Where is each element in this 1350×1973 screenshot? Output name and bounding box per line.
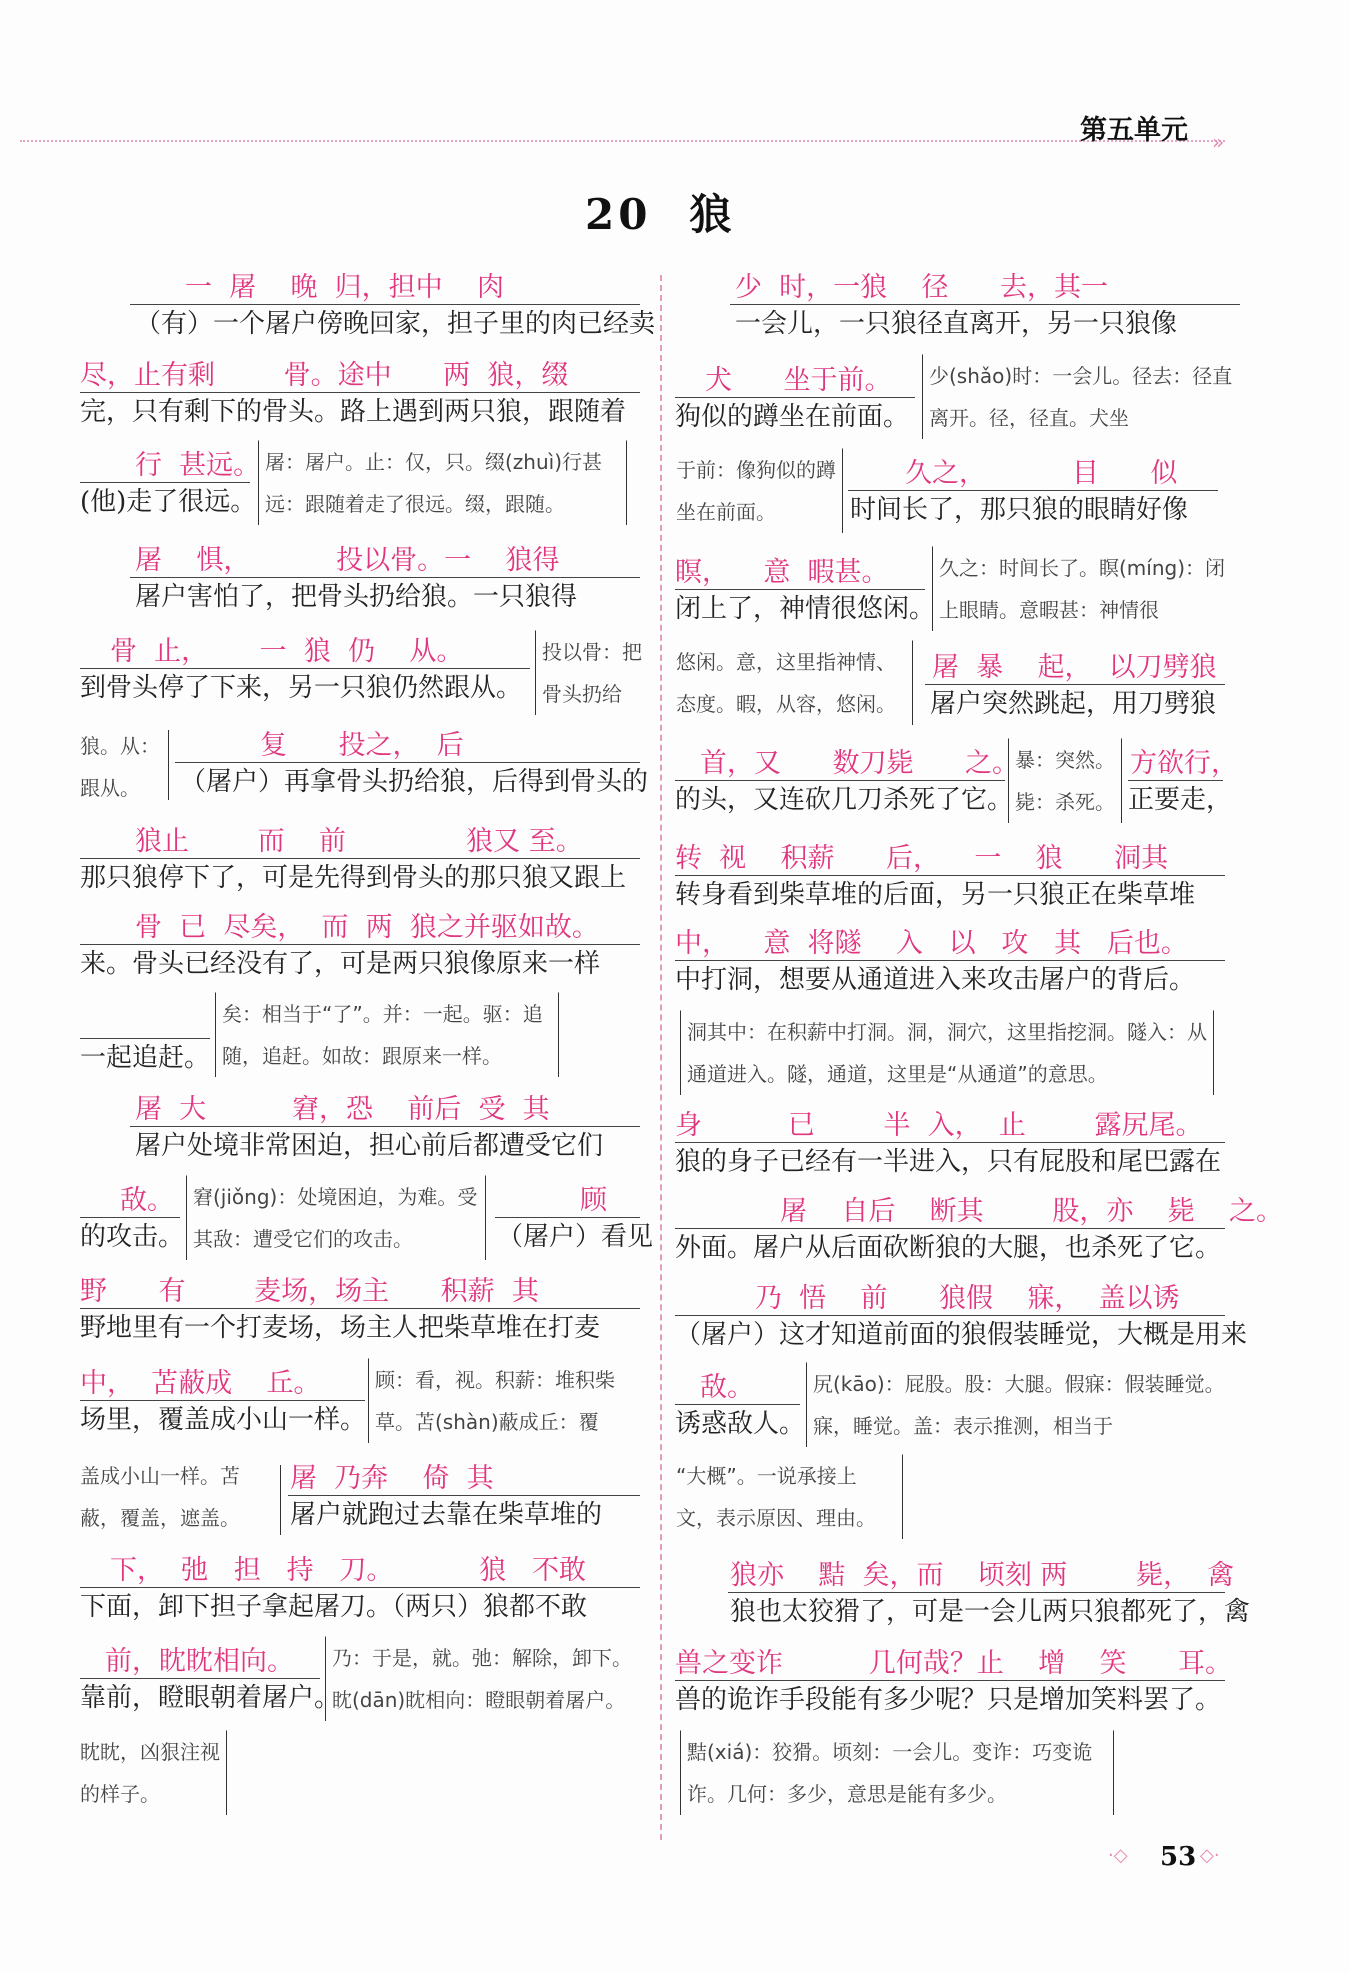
original-text-line: 尽，止有剩 骨。途中 两 狼，缀 <box>80 360 569 391</box>
translation-line: 正要走， <box>1128 785 1233 815</box>
translation-line: 转身看到柴草堆的后面，另一只狼正在柴草堆 <box>675 880 1196 910</box>
annotation-box <box>1008 738 1122 823</box>
translation-line: 兽的诡诈手段能有多少呢？只是增加笑料罢了。 <box>675 1685 1222 1715</box>
translation-line: 诱惑敌人。 <box>675 1409 806 1439</box>
original-text-line: 狼亦 黠 矣，而 顷刻 两 毙， 禽 <box>730 1560 1235 1591</box>
annotation-text: 乃：于是，就。弛：解除，卸下。 <box>332 1646 632 1670</box>
underline <box>675 1142 1225 1143</box>
translation-line: （屠户）这才知道前面的狼假装睡觉，大概是用来 <box>675 1320 1248 1350</box>
annotation-box <box>74 1730 227 1815</box>
underline <box>675 1228 1225 1229</box>
annotation-box <box>932 546 1235 631</box>
underline <box>675 1315 1225 1316</box>
underline <box>728 1592 1225 1593</box>
underline <box>80 944 640 945</box>
annotation-text: 变诡诈。几何：多少，意思是能有多少。 <box>687 1740 1093 1806</box>
annotation-text: 屠：屠户。止：仅，只。缀(zhuì)行 <box>265 450 583 474</box>
underline <box>675 1680 1225 1681</box>
annotation-text: 草。苫(shàn)蔽成丘：覆 <box>375 1410 599 1434</box>
unit-label: 第五单元 <box>1080 115 1188 146</box>
underline <box>175 762 640 763</box>
annotation-text: 毙：杀死。 <box>1015 790 1115 814</box>
annotation-text: 黠(xiá)：狡猾。顷刻：一会儿。变诈：巧 <box>687 1740 1053 1764</box>
header-arrow-icon: » <box>1212 130 1225 154</box>
original-text-line: 屠 大 窘，恐 前后 受 其 <box>135 1094 550 1125</box>
original-text-line: 行 甚远。 <box>135 450 261 481</box>
annotation-text: 蔽，覆盖，遮盖。 <box>80 1506 240 1530</box>
original-text-line: 骨 已 尽矣， 而 两 狼之并驱如故。 <box>135 912 599 943</box>
original-text-line: 屠 乃奔 倚 其 <box>290 1463 494 1494</box>
underline <box>130 1126 640 1127</box>
translation-line: 狼也太狡猾了，可是一会儿两只狼都死了，禽 <box>730 1597 1251 1627</box>
annotation-text: “大概”。一说承接上 <box>676 1464 857 1488</box>
underline <box>130 577 640 578</box>
annotation-text: 悠闲。意，这里指神情、 <box>676 650 896 674</box>
annotation-text: 顾：看，视。积薪：堆积柴 <box>375 1368 615 1392</box>
translation-line: 闭上了，神情很悠闲。 <box>675 594 936 624</box>
annotation-text: 入：从通道进入。隧，通道，这里是“从通道”的意思。 <box>687 1020 1207 1086</box>
original-text-line: 少 时，一狼 径 去，其一 <box>735 272 1108 303</box>
underline <box>80 668 530 669</box>
translation-line: 屠户害怕了，把骨头扔给狼。一只狼得 <box>135 582 578 612</box>
annotation-text: 于前：像狗似的 <box>676 458 816 482</box>
translation-line: 屠户突然跳起，用刀劈狼 <box>930 689 1217 719</box>
original-text-line: 屠 惧， 投以骨。一 狼得 <box>135 545 560 576</box>
original-text-line: 前，眈眈相向。 <box>105 1646 294 1677</box>
original-text-line: 转 视 积薪 后， 一 狼 洞其 <box>675 843 1169 874</box>
annotation-box <box>680 1730 1114 1815</box>
annotation-text: 盖成小山一样。苫 <box>80 1464 240 1488</box>
original-text-line: 狼止 而 前 狼又 至。 <box>135 826 583 857</box>
original-text-line: 中， 苫蔽成 丘。 <box>80 1368 321 1399</box>
annotation-box <box>670 448 843 533</box>
annotation-text: 径直离开。径，径直。犬坐 <box>929 364 1233 430</box>
annotation-box <box>670 640 913 725</box>
original-text-line: 方欲行， <box>1130 748 1238 779</box>
original-text-line: 顾 <box>580 1185 607 1216</box>
original-text-line: 久之， 目 似 <box>905 458 1178 489</box>
annotation-box <box>922 354 1240 439</box>
page-number-ornament-icon: ◇· <box>1200 1845 1220 1866</box>
translation-line: 完，只有剩下的骨头。路上遇到两只狼，跟随着 <box>80 397 627 427</box>
header-rule <box>20 140 1225 142</box>
underline <box>675 397 915 398</box>
underline <box>80 858 640 859</box>
translation-line: 场里，覆盖成小山一样。 <box>80 1405 367 1435</box>
underline <box>80 482 250 483</box>
original-text-line: 复 投之， 后 <box>260 730 464 761</box>
annotation-box <box>215 992 559 1077</box>
annotation-text: 少(shǎo)时：一会儿。径去： <box>929 364 1193 388</box>
annotation-text: 眈眈，凶狠注 <box>80 1740 200 1764</box>
annotation-text: 投以骨：把 <box>542 640 642 664</box>
annotation-box <box>258 440 627 525</box>
lesson-name: 狼 <box>689 190 736 239</box>
annotation-box <box>325 1636 648 1721</box>
original-text-line: 乃 悟 前 狼假 寐， 盖以诱 <box>755 1283 1180 1314</box>
original-text-line: 敌。 <box>120 1185 174 1216</box>
lesson-title <box>585 182 735 242</box>
underline <box>130 304 640 305</box>
annotation-text: 甚远：跟随着走了很远。缀，跟随。 <box>265 450 603 516</box>
original-text-line: 屠 暴 起， 以刀劈狼 <box>932 652 1217 683</box>
original-text-line: 野 有 麦场，场主 积薪 其 <box>80 1276 539 1307</box>
original-text-line: 骨 止， 一 狼 仍 从。 <box>110 636 464 667</box>
original-text-line: 瞑， 意 暇甚。 <box>675 557 889 588</box>
annotation-note <box>80 1455 240 1539</box>
annotation-text: 狼。从： <box>80 734 160 758</box>
annotation-text: 态度。暇，从容，悠闲。 <box>676 692 896 716</box>
underline <box>80 1038 210 1039</box>
column-divider <box>660 275 662 1840</box>
underline <box>80 1308 640 1309</box>
translation-line: （屠户）再拿骨头扔给狼，后得到骨头的 <box>180 767 649 797</box>
original-text-line: 一 屠 晚 归，担中 肉 <box>185 272 504 303</box>
translation-line: 来。骨头已经没有了，可是两只狼像原来一样 <box>80 949 601 979</box>
translation-line: 外面。屠户从后面砍断狼的大腿，也杀死了它。 <box>675 1233 1222 1263</box>
translation-line: 下面，卸下担子拿起屠刀。（两只）狼都不敢 <box>80 1592 588 1622</box>
underline <box>675 1404 800 1405</box>
annotation-note <box>80 725 160 809</box>
bracket <box>280 1465 281 1535</box>
underline <box>675 589 925 590</box>
annotation-text: 受其敌：遭受它们的攻击。 <box>193 1185 478 1251</box>
underline <box>80 1678 320 1679</box>
underline <box>495 1217 640 1218</box>
translation-line: 那只狼停下了，可是先得到骨头的那只狼又跟上 <box>80 863 627 893</box>
annotation-text: 眈(dān)眈相向：瞪眼朝着屠户。 <box>332 1688 626 1712</box>
annotation-box <box>806 1362 1239 1447</box>
translation-line: 的头，又连砍几刀杀死了它。 <box>675 785 1014 815</box>
page-number: 53 <box>1160 1842 1197 1872</box>
underline <box>80 392 640 393</box>
original-text-line: 下， 弛 担 持 刀。 狼 不敢 <box>110 1555 586 1586</box>
original-text-line: 犬 坐于前。 <box>705 365 892 396</box>
original-text-line: 兽之变诈 几何哉？止 增 笑 耳。 <box>675 1648 1232 1679</box>
underline <box>730 304 1240 305</box>
translation-line: （屠户）看见 <box>497 1222 654 1252</box>
annotation-box <box>680 1010 1214 1095</box>
underline <box>675 780 1005 781</box>
translation-line: 一起追赶。 <box>80 1043 211 1073</box>
annotation-box <box>535 630 648 715</box>
annotation-text: 暴：突然。 <box>1015 748 1115 772</box>
annotation-text: 矣：相当于“了”。并：一起。驱： <box>222 1002 523 1026</box>
annotation-text: 洞其中：在积薪中打洞。洞，洞穴，这里指挖洞。隧 <box>687 1020 1147 1044</box>
translation-line: 屠户处境非常困迫，担心前后都遭受它们 <box>135 1131 604 1161</box>
translation-line: (他)走了很远。 <box>80 487 257 517</box>
underline <box>848 490 1218 491</box>
translation-line: （有）一个屠户傍晚回家，担子里的肉已经卖 <box>135 309 656 339</box>
annotation-text: 睡觉。寐，睡觉。盖：表示推测，相当于 <box>813 1372 1225 1438</box>
underline <box>1128 780 1223 781</box>
translation-line: 时间长了，那只狼的眼睛好像 <box>850 495 1189 525</box>
original-text-line: 首，又 数刀毙 之。 <box>700 748 1019 779</box>
annotation-text: 文，表示原因、理由。 <box>676 1506 876 1530</box>
translation-line: 中打洞，想要从通道进入来攻击屠户的背后。 <box>675 965 1196 995</box>
translation-line: 的攻击。 <box>80 1222 185 1252</box>
underline <box>925 684 1225 685</box>
lesson-number: 20 <box>585 190 652 239</box>
annotation-box <box>186 1175 486 1260</box>
translation-line: 野地里有一个打麦场，场主人把柴草堆在打麦 <box>80 1313 601 1343</box>
annotation-text: 追随，追赶。如故：跟原来一样。 <box>222 1002 543 1068</box>
annotation-text: 闭上眼睛。意暇甚：神情很 <box>939 556 1226 622</box>
annotation-box <box>368 1358 646 1443</box>
annotation-text: 骨头扔给 <box>542 682 622 706</box>
original-text-line: 屠 自后 断其 股，亦 毙 之。 <box>780 1196 1283 1227</box>
underline <box>80 1217 180 1218</box>
annotation-text: 窘(jiǒng)：处境困迫，为难。 <box>193 1185 458 1209</box>
annotation-text: 尻(kāo)：屁股。股：大腿。假寐：假装 <box>813 1372 1165 1396</box>
underline <box>675 875 1225 876</box>
translation-line: 到骨头停了下来，另一只狼仍然跟从。 <box>80 673 523 703</box>
translation-line: 狼的身子已经有一半进入，只有屁股和尾巴露在 <box>675 1147 1222 1177</box>
bracket <box>168 730 169 800</box>
original-text-line: 中， 意 将隧 入 以 攻 其 后也。 <box>675 928 1188 959</box>
annotation-text: 跟从。 <box>80 776 140 800</box>
underline <box>80 1400 365 1401</box>
translation-line: 屠户就跑过去靠在柴草堆的 <box>290 1500 603 1530</box>
original-text-line: 身 已 半 入， 止 露尻尾。 <box>675 1110 1203 1141</box>
annotation-text: 视的样子。 <box>80 1740 220 1806</box>
annotation-box <box>670 1454 903 1539</box>
underline <box>288 1495 640 1496</box>
translation-line: 一会儿，一只狼径直离开，另一只狼像 <box>735 309 1178 339</box>
annotation-text: 久之：时间长了。瞑(míng)： <box>939 556 1206 580</box>
underline <box>675 960 1225 961</box>
annotation-text: 蹲坐在前面。 <box>676 458 836 524</box>
translation-line: 靠前，瞪眼朝着屠户。 <box>80 1683 341 1713</box>
translation-line: 狗似的蹲坐在前面。 <box>675 402 910 432</box>
original-text-line: 敌。 <box>700 1372 754 1403</box>
underline <box>80 1587 640 1588</box>
page-number-ornament-icon: ·◇ <box>1108 1845 1128 1866</box>
